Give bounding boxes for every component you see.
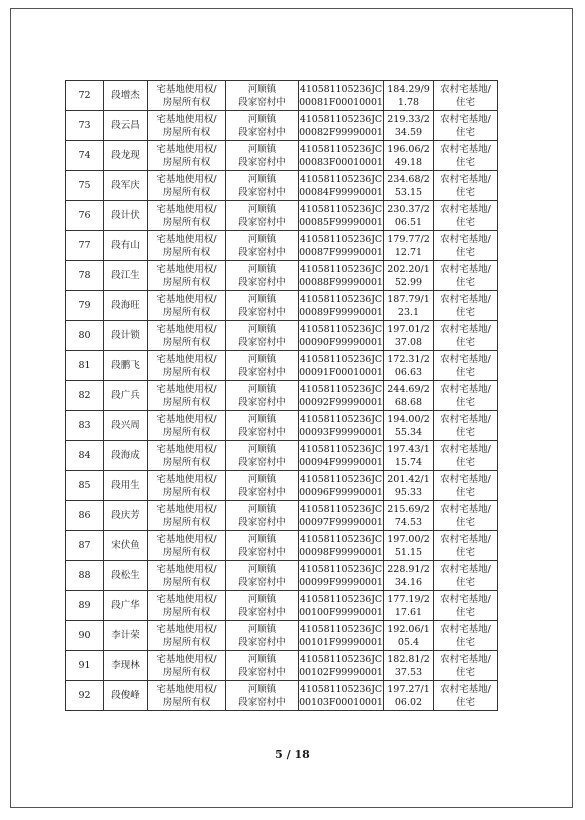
table-row xyxy=(66,441,498,471)
owner-name-cell: 段增杰 xyxy=(104,81,148,111)
right-type-cell: 宅基地使用权/ 房屋所有权 xyxy=(148,561,226,591)
land-usage-cell: 农村宅基地/ 住宅 xyxy=(434,231,498,261)
land-usage-cell: 农村宅基地/ 住宅 xyxy=(434,351,498,381)
unit-code-cell: 410581105236JC 00081F00010001 xyxy=(299,81,384,111)
owner-name-cell: 段有山 xyxy=(104,231,148,261)
land-usage-cell: 农村宅基地/ 住宅 xyxy=(434,531,498,561)
area-cell: 177.19/2 17.61 xyxy=(384,591,434,621)
row-number-cell: 82 xyxy=(66,381,104,411)
row-number-cell: 81 xyxy=(66,351,104,381)
row-number-cell: 76 xyxy=(66,201,104,231)
land-usage-cell: 农村宅基地/ 住宅 xyxy=(434,261,498,291)
row-number-cell: 73 xyxy=(66,111,104,141)
unit-code-cell: 410581105236JC 00087F99990001 xyxy=(299,231,384,261)
location-cell: 河顺镇 段家窑村中 xyxy=(226,291,299,321)
right-type-cell: 宅基地使用权/ 房屋所有权 xyxy=(148,171,226,201)
land-usage-cell: 农村宅基地/ 住宅 xyxy=(434,111,498,141)
location-cell: 河顺镇 段家窑村中 xyxy=(226,201,299,231)
table-row xyxy=(66,621,498,651)
land-usage-cell: 农村宅基地/ 住宅 xyxy=(434,651,498,681)
registration-table-body xyxy=(66,81,498,711)
table-row xyxy=(66,171,498,201)
location-cell: 河顺镇 段家窑村中 xyxy=(226,531,299,561)
table-row xyxy=(66,381,498,411)
right-type-cell: 宅基地使用权/ 房屋所有权 xyxy=(148,591,226,621)
row-number-cell: 87 xyxy=(66,531,104,561)
land-usage-cell: 农村宅基地/ 住宅 xyxy=(434,561,498,591)
owner-name-cell: 段计伏 xyxy=(104,201,148,231)
row-number-cell: 90 xyxy=(66,621,104,651)
area-cell: 197.43/1 15.74 xyxy=(384,441,434,471)
unit-code-cell: 410581105236JC 00084F99990001 xyxy=(299,171,384,201)
table-row xyxy=(66,201,498,231)
row-number-cell: 92 xyxy=(66,681,104,711)
right-type-cell: 宅基地使用权/ 房屋所有权 xyxy=(148,651,226,681)
location-cell: 河顺镇 段家窑村中 xyxy=(226,621,299,651)
table-row xyxy=(66,471,498,501)
registration-table xyxy=(65,80,498,711)
area-cell: 197.27/1 06.02 xyxy=(384,681,434,711)
land-usage-cell: 农村宅基地/ 住宅 xyxy=(434,471,498,501)
right-type-cell: 宅基地使用权/ 房屋所有权 xyxy=(148,351,226,381)
unit-code-cell: 410581105236JC 00102F99990001 xyxy=(299,651,384,681)
location-cell: 河顺镇 段家窑村中 xyxy=(226,111,299,141)
location-cell: 河顺镇 段家窑村中 xyxy=(226,261,299,291)
location-cell: 河顺镇 段家窑村中 xyxy=(226,471,299,501)
unit-code-cell: 410581105236JC 00098F99990001 xyxy=(299,531,384,561)
area-cell: 184.29/9 1.78 xyxy=(384,81,434,111)
table-row xyxy=(66,261,498,291)
owner-name-cell: 李现林 xyxy=(104,651,148,681)
location-cell: 河顺镇 段家窑村中 xyxy=(226,591,299,621)
land-usage-cell: 农村宅基地/ 住宅 xyxy=(434,411,498,441)
unit-code-cell: 410581105236JC 00099F99990001 xyxy=(299,561,384,591)
page-number: 5 / 18 xyxy=(275,748,310,761)
table-row xyxy=(66,141,498,171)
right-type-cell: 宅基地使用权/ 房屋所有权 xyxy=(148,531,226,561)
table-row xyxy=(66,501,498,531)
area-cell: 187.79/1 23.1 xyxy=(384,291,434,321)
area-cell: 192.06/1 05.4 xyxy=(384,621,434,651)
table-row xyxy=(66,351,498,381)
location-cell: 河顺镇 段家窑村中 xyxy=(226,231,299,261)
unit-code-cell: 410581105236JC 00082F99990001 xyxy=(299,111,384,141)
owner-name-cell: 李计荣 xyxy=(104,621,148,651)
unit-code-cell: 410581105236JC 00101F99990001 xyxy=(299,621,384,651)
area-cell: 197.00/2 51.15 xyxy=(384,531,434,561)
row-number-cell: 80 xyxy=(66,321,104,351)
row-number-cell: 72 xyxy=(66,81,104,111)
right-type-cell: 宅基地使用权/ 房屋所有权 xyxy=(148,381,226,411)
area-cell: 244.69/2 68.68 xyxy=(384,381,434,411)
row-number-cell: 85 xyxy=(66,471,104,501)
right-type-cell: 宅基地使用权/ 房屋所有权 xyxy=(148,141,226,171)
area-cell: 179.77/2 12.71 xyxy=(384,231,434,261)
land-usage-cell: 农村宅基地/ 住宅 xyxy=(434,81,498,111)
table-row xyxy=(66,591,498,621)
row-number-cell: 89 xyxy=(66,591,104,621)
row-number-cell: 83 xyxy=(66,411,104,441)
row-number-cell: 79 xyxy=(66,291,104,321)
table-row xyxy=(66,231,498,261)
location-cell: 河顺镇 段家窑村中 xyxy=(226,321,299,351)
right-type-cell: 宅基地使用权/ 房屋所有权 xyxy=(148,291,226,321)
land-usage-cell: 农村宅基地/ 住宅 xyxy=(434,501,498,531)
location-cell: 河顺镇 段家窑村中 xyxy=(226,561,299,591)
owner-name-cell: 段军庆 xyxy=(104,171,148,201)
table-row xyxy=(66,651,498,681)
unit-code-cell: 410581105236JC 00103F00010001 xyxy=(299,681,384,711)
area-cell: 196.06/2 49.18 xyxy=(384,141,434,171)
table-row xyxy=(66,81,498,111)
owner-name-cell: 段广兵 xyxy=(104,381,148,411)
area-cell: 234.68/2 53.15 xyxy=(384,171,434,201)
table-row xyxy=(66,111,498,141)
land-usage-cell: 农村宅基地/ 住宅 xyxy=(434,591,498,621)
owner-name-cell: 段广华 xyxy=(104,591,148,621)
owner-name-cell: 段鹏飞 xyxy=(104,351,148,381)
owner-name-cell: 段计锁 xyxy=(104,321,148,351)
owner-name-cell: 段松生 xyxy=(104,561,148,591)
table-row xyxy=(66,681,498,711)
area-cell: 215.69/2 74.53 xyxy=(384,501,434,531)
row-number-cell: 78 xyxy=(66,261,104,291)
unit-code-cell: 410581105236JC 00089F99990001 xyxy=(299,291,384,321)
unit-code-cell: 410581105236JC 00093F99990001 xyxy=(299,411,384,441)
owner-name-cell: 段用生 xyxy=(104,471,148,501)
table-row xyxy=(66,321,498,351)
land-usage-cell: 农村宅基地/ 住宅 xyxy=(434,621,498,651)
right-type-cell: 宅基地使用权/ 房屋所有权 xyxy=(148,471,226,501)
table-row xyxy=(66,531,498,561)
area-cell: 202.20/1 52.99 xyxy=(384,261,434,291)
right-type-cell: 宅基地使用权/ 房屋所有权 xyxy=(148,681,226,711)
owner-name-cell: 段龙现 xyxy=(104,141,148,171)
land-usage-cell: 农村宅基地/ 住宅 xyxy=(434,201,498,231)
owner-name-cell: 段海旺 xyxy=(104,291,148,321)
location-cell: 河顺镇 段家窑村中 xyxy=(226,351,299,381)
unit-code-cell: 410581105236JC 00091F00010001 xyxy=(299,351,384,381)
right-type-cell: 宅基地使用权/ 房屋所有权 xyxy=(148,201,226,231)
owner-name-cell: 段云昌 xyxy=(104,111,148,141)
area-cell: 230.37/2 06.51 xyxy=(384,201,434,231)
location-cell: 河顺镇 段家窑村中 xyxy=(226,81,299,111)
unit-code-cell: 410581105236JC 00083F00010001 xyxy=(299,141,384,171)
row-number-cell: 86 xyxy=(66,501,104,531)
location-cell: 河顺镇 段家窑村中 xyxy=(226,411,299,441)
land-usage-cell: 农村宅基地/ 住宅 xyxy=(434,321,498,351)
owner-name-cell: 段俊峰 xyxy=(104,681,148,711)
location-cell: 河顺镇 段家窑村中 xyxy=(226,441,299,471)
owner-name-cell: 段兴周 xyxy=(104,411,148,441)
owner-name-cell: 段庆芳 xyxy=(104,501,148,531)
row-number-cell: 74 xyxy=(66,141,104,171)
land-usage-cell: 农村宅基地/ 住宅 xyxy=(434,171,498,201)
row-number-cell: 75 xyxy=(66,171,104,201)
right-type-cell: 宅基地使用权/ 房屋所有权 xyxy=(148,621,226,651)
location-cell: 河顺镇 段家窑村中 xyxy=(226,681,299,711)
right-type-cell: 宅基地使用权/ 房屋所有权 xyxy=(148,441,226,471)
area-cell: 197.01/2 37.08 xyxy=(384,321,434,351)
land-usage-cell: 农村宅基地/ 住宅 xyxy=(434,441,498,471)
area-cell: 172.31/2 06.63 xyxy=(384,351,434,381)
owner-name-cell: 宋伏鱼 xyxy=(104,531,148,561)
row-number-cell: 84 xyxy=(66,441,104,471)
area-cell: 194.00/2 55.34 xyxy=(384,411,434,441)
table-row xyxy=(66,561,498,591)
area-cell: 219.33/2 34.59 xyxy=(384,111,434,141)
unit-code-cell: 410581105236JC 00088F99990001 xyxy=(299,261,384,291)
location-cell: 河顺镇 段家窑村中 xyxy=(226,651,299,681)
owner-name-cell: 段江生 xyxy=(104,261,148,291)
unit-code-cell: 410581105236JC 00090F99990001 xyxy=(299,321,384,351)
unit-code-cell: 410581105236JC 00100F99990001 xyxy=(299,591,384,621)
area-cell: 182.81/2 37.53 xyxy=(384,651,434,681)
location-cell: 河顺镇 段家窑村中 xyxy=(226,381,299,411)
land-usage-cell: 农村宅基地/ 住宅 xyxy=(434,141,498,171)
row-number-cell: 91 xyxy=(66,651,104,681)
location-cell: 河顺镇 段家窑村中 xyxy=(226,501,299,531)
land-usage-cell: 农村宅基地/ 住宅 xyxy=(434,291,498,321)
unit-code-cell: 410581105236JC 00096F99990001 xyxy=(299,471,384,501)
unit-code-cell: 410581105236JC 00094F99990001 xyxy=(299,441,384,471)
location-cell: 河顺镇 段家窑村中 xyxy=(226,141,299,171)
right-type-cell: 宅基地使用权/ 房屋所有权 xyxy=(148,81,226,111)
area-cell: 201.42/1 95.33 xyxy=(384,471,434,501)
right-type-cell: 宅基地使用权/ 房屋所有权 xyxy=(148,111,226,141)
location-cell: 河顺镇 段家窑村中 xyxy=(226,171,299,201)
table-row xyxy=(66,411,498,441)
unit-code-cell: 410581105236JC 00097F99990001 xyxy=(299,501,384,531)
land-usage-cell: 农村宅基地/ 住宅 xyxy=(434,381,498,411)
right-type-cell: 宅基地使用权/ 房屋所有权 xyxy=(148,231,226,261)
row-number-cell: 88 xyxy=(66,561,104,591)
table-row xyxy=(66,291,498,321)
unit-code-cell: 410581105236JC 00085F99990001 xyxy=(299,201,384,231)
land-usage-cell: 农村宅基地/ 住宅 xyxy=(434,681,498,711)
right-type-cell: 宅基地使用权/ 房屋所有权 xyxy=(148,261,226,291)
right-type-cell: 宅基地使用权/ 房屋所有权 xyxy=(148,321,226,351)
row-number-cell: 77 xyxy=(66,231,104,261)
unit-code-cell: 410581105236JC 00092F99990001 xyxy=(299,381,384,411)
area-cell: 228.91/2 34.16 xyxy=(384,561,434,591)
owner-name-cell: 段海成 xyxy=(104,441,148,471)
right-type-cell: 宅基地使用权/ 房屋所有权 xyxy=(148,411,226,441)
right-type-cell: 宅基地使用权/ 房屋所有权 xyxy=(148,501,226,531)
